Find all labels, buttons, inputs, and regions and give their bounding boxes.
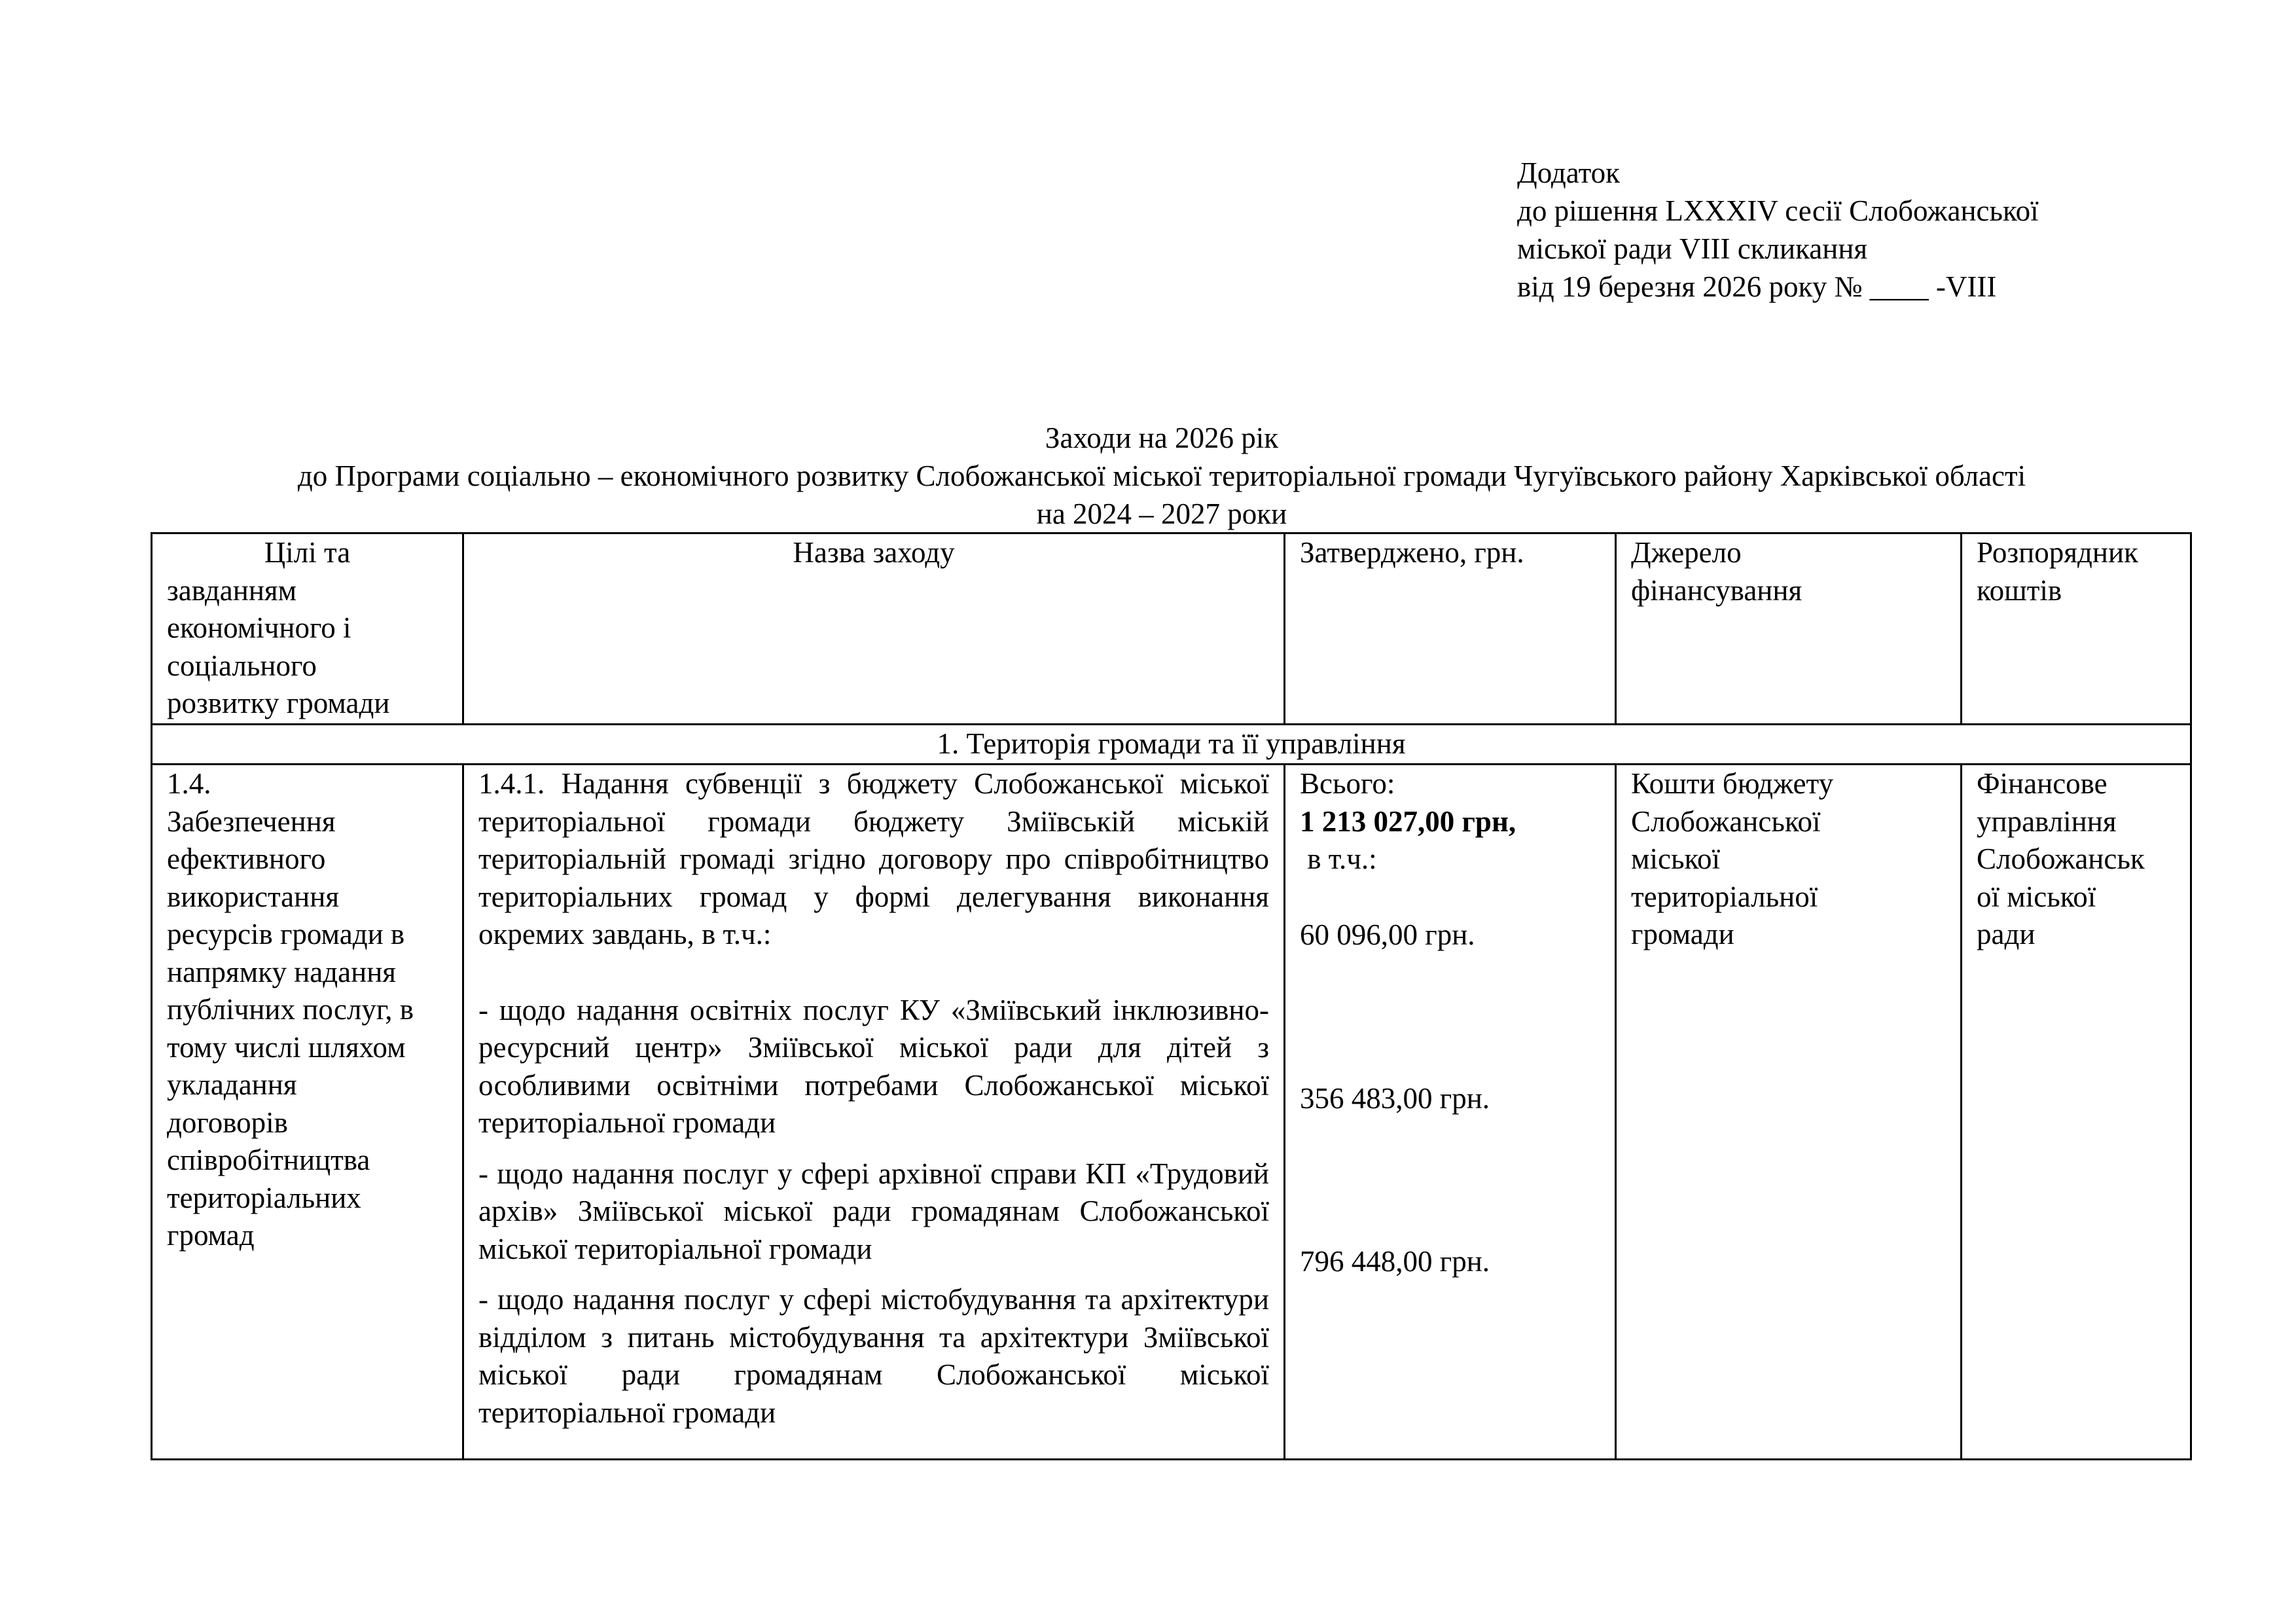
goal-line: укладання [167, 1068, 297, 1101]
title-line: на 2024 – 2027 роки [1036, 497, 1287, 530]
total-label: Всього: [1300, 767, 1395, 800]
document-title [131, 419, 2193, 533]
goal-number: 1.4. [167, 767, 211, 800]
appendix-block [1517, 154, 2039, 306]
appendix-line: до рішення LXXXIV сесії Слобожанської [1517, 194, 2039, 227]
goal-line: напрямку надання [167, 955, 396, 988]
measure-cell [463, 765, 1285, 1460]
goal-line: територіальних [167, 1181, 361, 1214]
goal-line: ефективного [167, 842, 326, 875]
source-line: міської [1631, 842, 1721, 875]
appendix-line: міської ради VIII скликання [1517, 232, 1868, 265]
amount-2: 356 483,00 грн. [1300, 1082, 1490, 1115]
spacer [1300, 1118, 1600, 1243]
incl-label: в т.ч.: [1300, 842, 1377, 875]
measure-item: - щодо надання послуг у сфері архівної справи КП «Трудовий архів» Зміївської міської ради громадянам Слобожанської міської територіальної громади [478, 1157, 1269, 1265]
source-line: Слобожанської [1631, 804, 1821, 838]
manager-line: управління [1977, 804, 2117, 838]
source-cell [1616, 765, 1962, 1460]
section-row [152, 725, 2191, 765]
measure-item: - щодо надання освітніх послуг КУ «Зміївський інклюзивно- ресурсний центр» Зміївської міської ради для дітей з особливими освітніми потребами Слобожанської міської територіальної громади [478, 993, 1269, 1139]
goal-line: громад [167, 1219, 255, 1252]
measure-main: 1.4.1. Надання субвенції з бюджету Слобожанської міської територіальної громади бюджету Зміївській міській територіальній громаді згідно договору про співробітництво територіальних громад у формі делегування виконання окремих завдань, в т.ч.: [478, 767, 1269, 950]
header-goals-line: Цілі та [264, 536, 351, 569]
source-line: громади [1631, 918, 1734, 950]
spacer [478, 1268, 1269, 1281]
header-source [1616, 533, 1962, 725]
table-row [152, 765, 2191, 1460]
spacer [478, 954, 1269, 992]
header-measure: Назва заходу [463, 533, 1285, 725]
header-goals-line: економічного і [167, 611, 351, 644]
goal-line: співробітництва [167, 1144, 370, 1176]
goal-line: ресурсів громади в [167, 918, 405, 950]
appendix-line: від 19 березня 2026 року № ____ -VIII [1517, 270, 1997, 303]
goal-line: використання [167, 880, 340, 913]
goal-line: Забезпечення [167, 804, 336, 838]
header-manager-line: Розпорядник [1977, 536, 2138, 569]
source-line: Кошти бюджету [1631, 767, 1834, 800]
manager-line: Слобожанськ [1977, 842, 2145, 875]
table-header-row [152, 533, 2191, 725]
goal-line: публічних послуг, в [167, 993, 414, 1026]
header-source-line: фінансування [1631, 573, 1803, 607]
goal-line: договорів [167, 1106, 288, 1139]
title-line: Заходи на 2026 рік [1045, 422, 1279, 454]
header-goals-line: завданням [167, 573, 297, 607]
header-approved: Затверджено, грн. [1285, 533, 1616, 725]
title-line: до Програми соціально – економічного розвитку Слобожанської міської територіальної громади Чугуївського району Харківської області [297, 460, 2026, 492]
total-value: 1 213 027,00 грн, [1300, 804, 1516, 838]
spacer [1300, 954, 1600, 1080]
header-goals-line: розвитку громади [167, 687, 390, 719]
goal-cell [152, 765, 463, 1460]
measures-table [151, 532, 2192, 1460]
header-source-line: Джерело [1631, 536, 1742, 569]
measure-item: - щодо надання послуг у сфері містобудування та архітектури відділом з питань містобудування та архітектури Зміївської міської ради громадянам Слобожанської міської територіальної громади [478, 1283, 1269, 1429]
header-manager [1962, 533, 2191, 725]
source-line: територіальної [1631, 880, 1818, 913]
approved-cell [1285, 765, 1616, 1460]
manager-line: ої міської [1977, 880, 2096, 913]
section-heading: 1. Територія громади та її управління [152, 725, 2191, 765]
manager-cell [1962, 765, 2191, 1460]
spacer [478, 1142, 1269, 1155]
manager-line: Фінансове [1977, 767, 2108, 800]
amount-1: 60 096,00 грн. [1300, 918, 1475, 951]
header-goals-line: соціального [167, 649, 317, 682]
amount-3: 796 448,00 грн. [1300, 1244, 1490, 1278]
header-goals [152, 533, 463, 725]
manager-line: ради [1977, 918, 2036, 950]
appendix-line: Додаток [1517, 156, 1621, 189]
spacer [1300, 878, 1600, 916]
goal-line: тому числі шляхом [167, 1030, 406, 1064]
header-manager-line: коштів [1977, 573, 2062, 607]
